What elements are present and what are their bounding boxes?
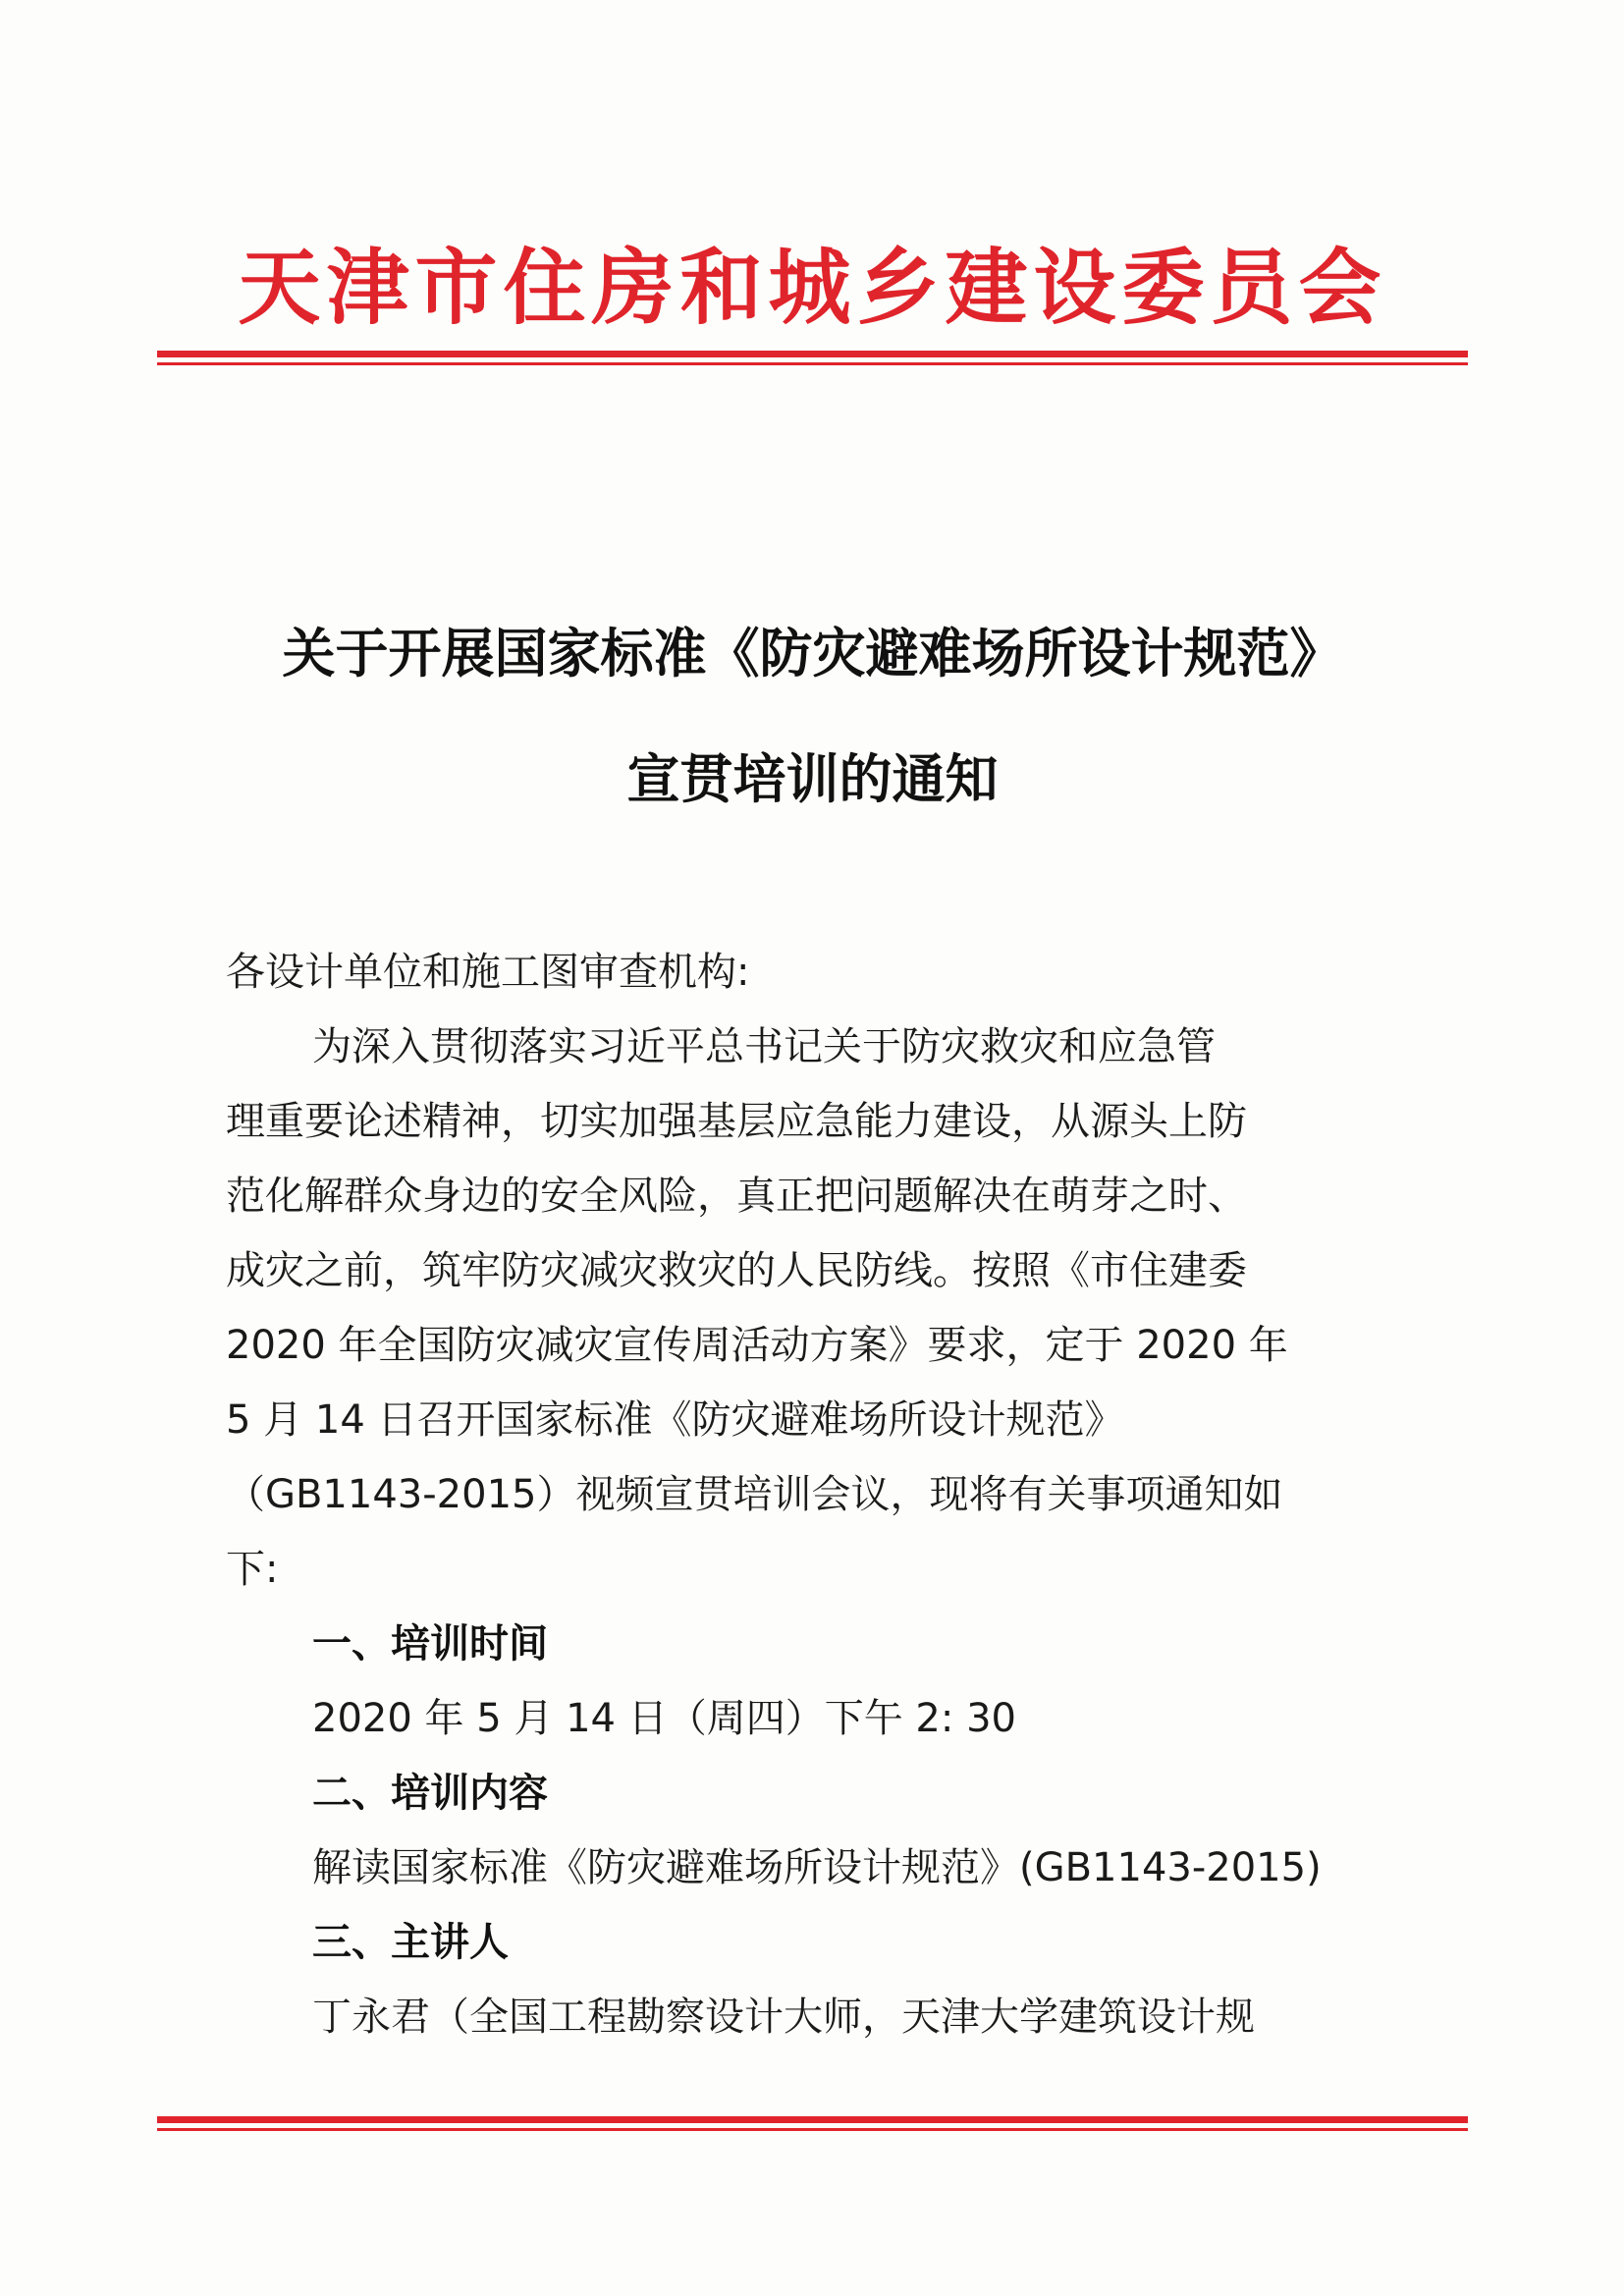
- notice-title-line-1: 关于开展国家标准《防灾避难场所设计规范》: [282, 622, 1343, 684]
- letterhead-rule-thin: [157, 362, 1468, 365]
- paragraph-line: 为深入贯彻落实习近平总书记关于防灾救灾和应急管: [312, 1024, 1216, 1069]
- paragraph-line: 2020 年全国防灾减灾宣传周活动方案》要求，定于 2020 年: [226, 1323, 1288, 1368]
- paragraph-line: 成灾之前，筑牢防灾减灾救灾的人民防线。按照《市住建委: [226, 1248, 1247, 1293]
- letterhead-rule-thick: [157, 351, 1468, 357]
- section-heading-speaker: 三、主讲人: [312, 1920, 509, 1965]
- footer-rule-thin: [157, 2128, 1468, 2131]
- paragraph-line: 范化解群众身边的安全风险，真正把问题解决在萌芽之时、: [226, 1174, 1247, 1219]
- section-content-content: 解读国家标准《防灾避难场所设计规范》(GB1143-2015): [312, 1845, 1322, 1890]
- salutation: 各设计单位和施工图审查机构:: [226, 950, 750, 995]
- notice-title-line-2: 宣贯培训的通知: [626, 747, 999, 810]
- paragraph-line: 下:: [226, 1547, 279, 1592]
- paragraph-line: （GB1143-2015）视频宣贯培训会议，现将有关事项通知如: [226, 1472, 1283, 1517]
- paragraph-line: 理重要论述精神，切实加强基层应急能力建设，从源头上防: [226, 1099, 1247, 1144]
- section-heading-content: 二、培训内容: [312, 1771, 548, 1816]
- footer-rule-thick: [157, 2116, 1468, 2123]
- section-heading-time: 一、培训时间: [312, 1621, 548, 1667]
- letterhead-organization: 天津市住房和城乡建设委员会: [238, 239, 1387, 336]
- section-content-time: 2020 年 5 月 14 日（周四）下午 2: 30: [312, 1696, 1016, 1741]
- section-content-speaker: 丁永君（全国工程勘察设计大师，天津大学建筑设计规: [312, 1995, 1255, 2040]
- paragraph-line: 5 月 14 日召开国家标准《防灾避难场所设计规范》: [226, 1397, 1124, 1443]
